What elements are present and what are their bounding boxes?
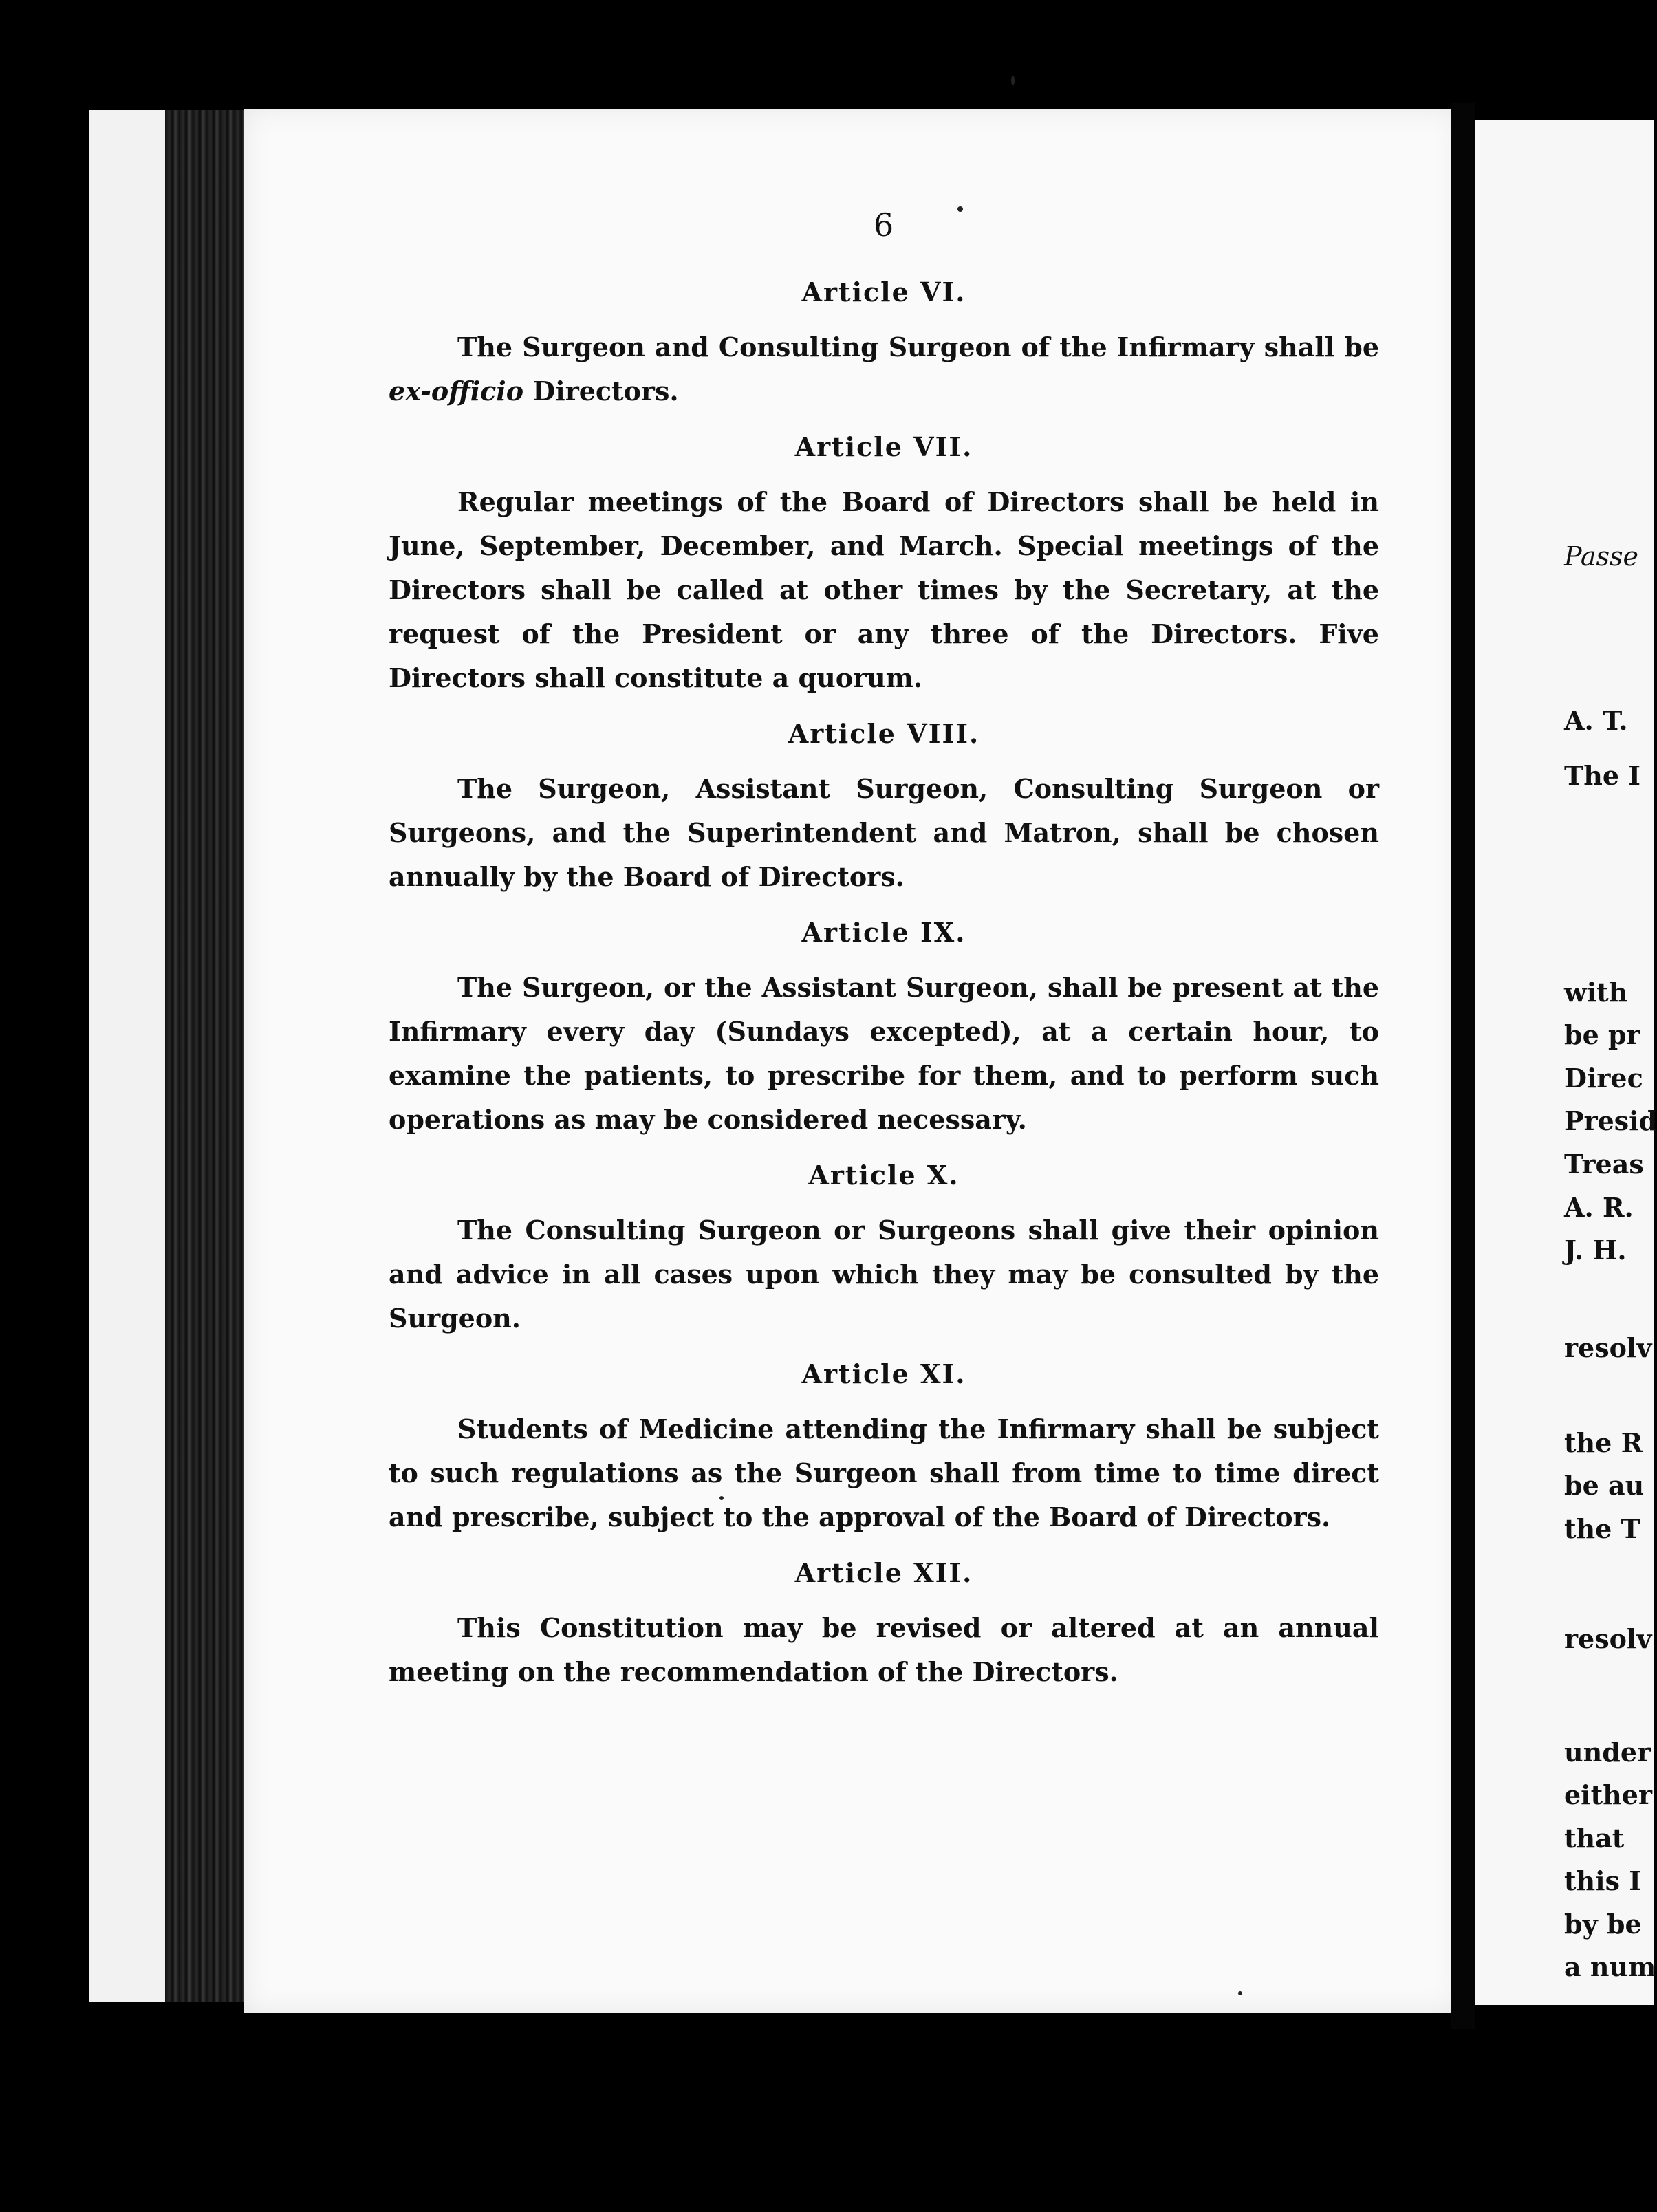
next-page-line: J. H. bbox=[1564, 1235, 1627, 1266]
book-spine bbox=[1451, 103, 1475, 2029]
dust-speck bbox=[1238, 1991, 1242, 1995]
article-heading-vi: Article VI. bbox=[801, 276, 966, 307]
next-page-line: resolv bbox=[1564, 1332, 1652, 1363]
article-heading-x: Article X. bbox=[808, 1160, 960, 1191]
next-page-line: Presid bbox=[1564, 1105, 1657, 1136]
next-page-line: under bbox=[1564, 1737, 1651, 1768]
next-page-line: the R bbox=[1564, 1427, 1643, 1458]
next-page bbox=[1475, 120, 1657, 2005]
article-heading-vii: Article VII. bbox=[794, 431, 973, 462]
article-text-xi: Students of Medicine attending the Infirmary shall be subject to such regulations as the Surgeon shall from time to time direct and prescribe, subject to the approval of the Board of Directors. bbox=[389, 1413, 1379, 1532]
next-page-line: this I bbox=[1564, 1865, 1642, 1896]
next-page-line: either bbox=[1564, 1779, 1652, 1810]
next-page-line: Treas bbox=[1564, 1149, 1644, 1180]
article-heading-xi: Article XI. bbox=[801, 1358, 966, 1389]
next-page-line: the T bbox=[1564, 1513, 1640, 1544]
article-text-viii: The Surgeon, Assistant Surgeon, Consulting Surgeon or Surgeons, and the Superintendent and Matron, shall be chosen annually by the Board of Directors. bbox=[389, 773, 1379, 892]
next-page-line: that bbox=[1564, 1823, 1625, 1854]
next-page-line: Passe bbox=[1564, 541, 1639, 572]
article-text-vi-part2: Directors. bbox=[523, 376, 679, 406]
next-page-line: resolv bbox=[1564, 1623, 1652, 1654]
dust-speck bbox=[719, 1496, 724, 1500]
page-number: 6 bbox=[873, 206, 895, 243]
dust-speck bbox=[1011, 76, 1015, 85]
article-heading-xii: Article XII. bbox=[794, 1557, 973, 1588]
dust-speck bbox=[957, 206, 963, 212]
article-text-x: The Consulting Surgeon or Surgeons shall give their opinion and advice in all cases upon which they may be consulted by the Surgeon. bbox=[389, 1215, 1379, 1334]
article-text-xii: This Constitution may be revised or altered at an annual meeting on the recommendation of the Directors. bbox=[389, 1612, 1379, 1687]
next-page-line: The I bbox=[1564, 760, 1641, 791]
next-page-line: A. T. bbox=[1564, 705, 1628, 736]
next-page-line: be au bbox=[1564, 1470, 1645, 1501]
article-heading-ix: Article IX. bbox=[801, 917, 966, 948]
gutter-strip bbox=[89, 110, 169, 2002]
article-text-ix: The Surgeon, or the Assistant Surgeon, shall be present at the Infirmary every day (Sundays excepted), at a certain hour, to examine the patients, to prescribe for them, and to perform such operations as may be considered necessary. bbox=[389, 972, 1379, 1135]
article-text-vi-part1: The Surgeon and Consulting Surgeon of the Infirmary shall be bbox=[457, 332, 1379, 362]
article-text-vii: Regular meetings of the Board of Directors shall be held in June, September, December, and March. Special meetings of the Directors shall be called at other times by the Secretary, at the request of the President or any three of the Directors. Five Directors shall constitute a quorum. bbox=[389, 486, 1379, 693]
next-page-line: a num bbox=[1564, 1951, 1656, 1982]
next-page-line: with bbox=[1564, 977, 1628, 1008]
next-page-line: A. R. bbox=[1564, 1192, 1634, 1223]
article-heading-viii: Article VIII. bbox=[788, 718, 980, 749]
page-edges bbox=[165, 110, 248, 2002]
next-page-line: Direc bbox=[1564, 1063, 1643, 1094]
article-text-vi bbox=[389, 325, 1379, 413]
page-content bbox=[389, 206, 1379, 1712]
article-text-vi-italic: ex-officio bbox=[389, 376, 524, 406]
next-page-line: be pr bbox=[1564, 1019, 1640, 1050]
next-page-line: by be bbox=[1564, 1909, 1642, 1940]
